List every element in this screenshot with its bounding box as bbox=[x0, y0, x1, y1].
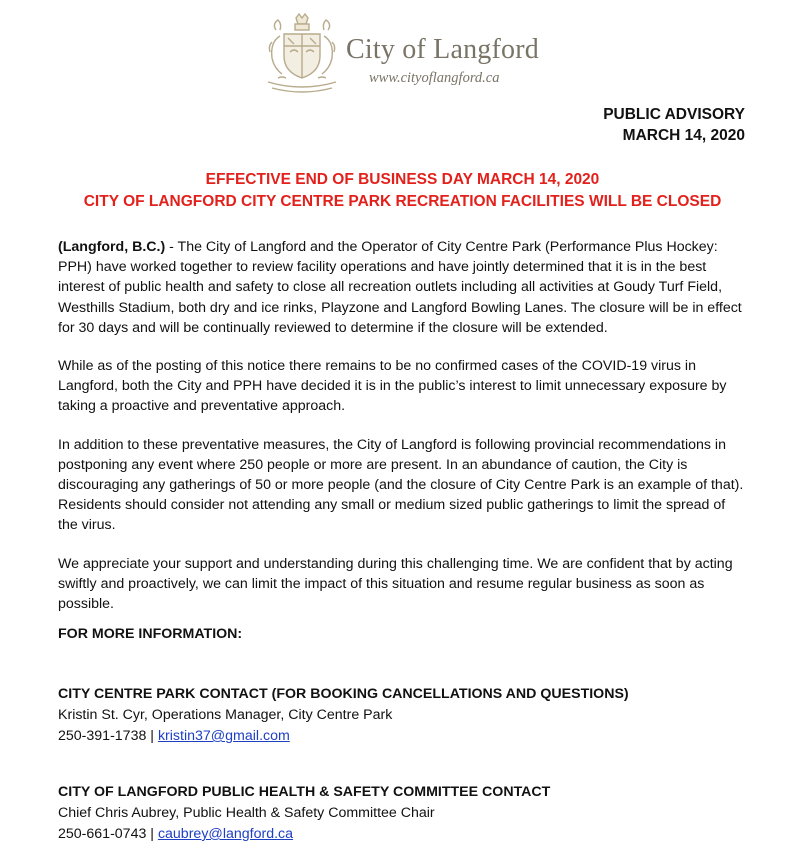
contact-phone: 250-391-1738 bbox=[58, 728, 147, 744]
coat-of-arms-icon bbox=[262, 12, 342, 96]
paragraph-4: We appreciate your support and understanding during this challenging time. We are confident that by acting swiftly and proactively, we can limit the impact of this situation and resume regular business as soon as possible. bbox=[58, 555, 733, 613]
more-info-heading: FOR MORE INFORMATION: bbox=[58, 626, 243, 642]
contact-person: Kristin St. Cyr, Operations Manager, City Centre Park bbox=[58, 707, 393, 723]
contact-block-2 bbox=[58, 782, 550, 845]
contact-phone: 250-661-0743 bbox=[58, 826, 147, 842]
letterhead-logo bbox=[262, 12, 552, 102]
contact-block-1 bbox=[58, 684, 629, 747]
paragraph-1 bbox=[58, 237, 748, 338]
advisory-block bbox=[603, 104, 745, 146]
org-name: City of Langford bbox=[346, 34, 539, 65]
paragraph-3: In addition to these preventative measures, the City of Langford is following provincial recommendations in postponing any event where 250 people or more are present. In an abundance of caution, the City is discouraging any gatherings of 50 or more people (and the closure of City Centre Park is an example of that). Residents should consider not attending any small or medium sized public gatherings to limit the spread of the virus. bbox=[58, 436, 744, 534]
contact-email-link[interactable]: kristin37@gmail.com bbox=[157, 728, 290, 744]
dateline: (Langford, B.C.) bbox=[58, 239, 166, 255]
org-website: www.cityoflangford.ca bbox=[369, 70, 500, 86]
contact-email-link[interactable]: caubrey@langford.ca bbox=[157, 826, 294, 842]
paragraph-1-text: - The City of Langford and the Operator of City Centre Park (Performance Plus Hockey: PPH) have worked together to review facility operations and have jointly determined that it is in the best interest of public health and safety to close all recreation outlets including all activities at Goudy Turf Field, Westhills Stadium, both dry and ice rinks, Playzone and Langford Bowling Lanes. The closure will be in effect for 30 days and will be continually reviewed to determine if the closure will be extended. bbox=[58, 239, 742, 336]
separator: | bbox=[146, 826, 158, 842]
headline-line-2: CITY OF LANGFORD CITY CENTRE PARK RECREATION FACILITIES WILL BE CLOSED bbox=[83, 193, 722, 210]
advisory-body bbox=[58, 237, 748, 632]
advisory-date: MARCH 14, 2020 bbox=[622, 127, 745, 144]
contact-title: CITY CENTRE PARK CONTACT (FOR BOOKING CANCELLATIONS AND QUESTIONS) bbox=[58, 686, 629, 702]
headline bbox=[0, 169, 805, 213]
headline-line-1: EFFECTIVE END OF BUSINESS DAY MARCH 14, 2020 bbox=[205, 171, 600, 188]
advisory-label: PUBLIC ADVISORY bbox=[603, 106, 745, 123]
contact-line bbox=[58, 824, 550, 845]
paragraph-2: While as of the posting of this notice there remains to be no confirmed cases of the COVID-19 virus in Langford, both the City and PPH have decided it is in the public’s interest to limit unnecessary exposure by taking a proactive and preventative approach. bbox=[58, 358, 727, 415]
separator: | bbox=[146, 728, 158, 744]
contact-line bbox=[58, 726, 629, 747]
contact-title: CITY OF LANGFORD PUBLIC HEALTH & SAFETY COMMITTEE CONTACT bbox=[58, 784, 551, 800]
contact-person: Chief Chris Aubrey, Public Health & Safety Committee Chair bbox=[58, 805, 435, 821]
